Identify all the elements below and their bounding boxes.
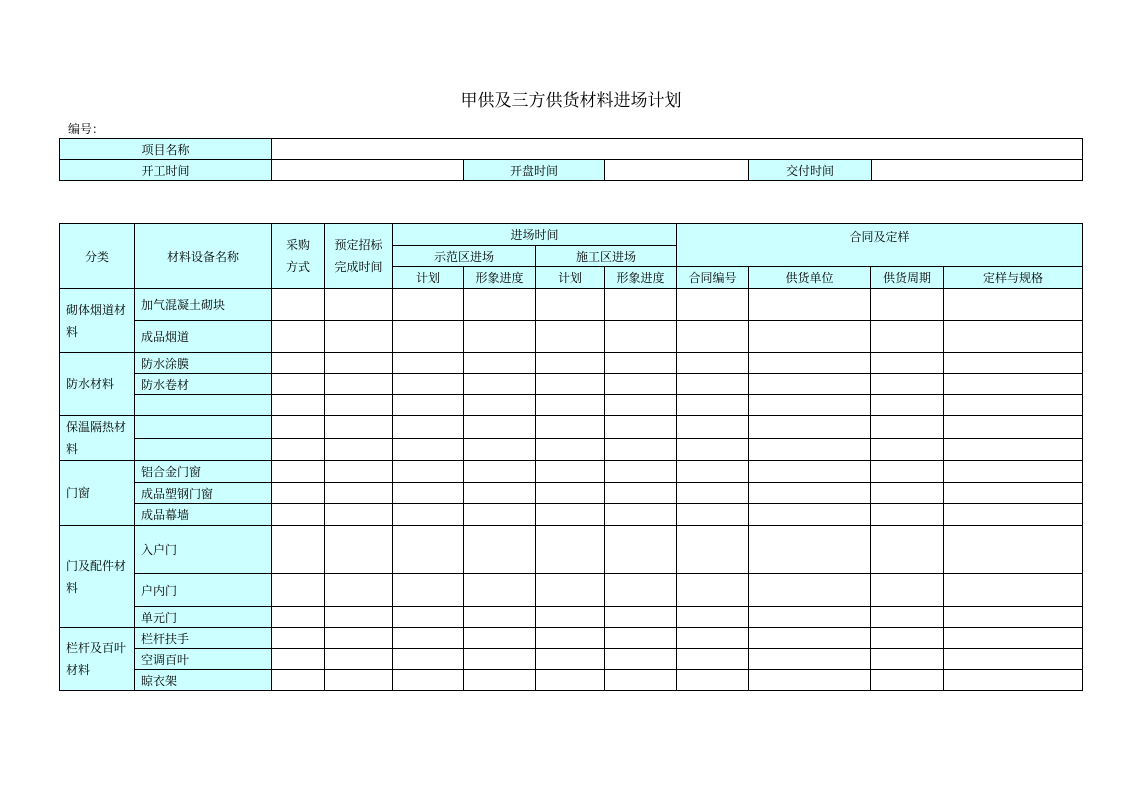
table-row	[60, 607, 1083, 628]
empty-cell[interactable]	[871, 289, 944, 321]
category-cell: 保温隔热材料	[60, 416, 135, 461]
empty-cell[interactable]	[536, 374, 605, 395]
empty-cell[interactable]	[464, 628, 536, 649]
header-category: 分类	[60, 224, 135, 289]
empty-cell[interactable]	[749, 649, 871, 670]
header-bid-completion-time: 预定招标完成时间	[325, 224, 393, 289]
material-cell: 防水涂膜	[135, 353, 272, 374]
delivery-time-label: 交付时间	[749, 160, 872, 181]
header-procurement-method: 采购方式	[272, 224, 325, 289]
empty-cell[interactable]	[536, 395, 605, 416]
empty-cell[interactable]	[325, 607, 393, 628]
empty-cell[interactable]	[944, 607, 1083, 628]
empty-cell[interactable]	[393, 670, 464, 691]
empty-cell[interactable]	[536, 649, 605, 670]
empty-cell[interactable]	[944, 574, 1083, 607]
empty-cell[interactable]	[464, 353, 536, 374]
material-cell	[135, 439, 272, 461]
empty-cell[interactable]	[272, 395, 325, 416]
empty-cell[interactable]	[871, 395, 944, 416]
empty-cell[interactable]	[749, 439, 871, 461]
project-name-label: 项目名称	[60, 139, 272, 160]
empty-cell[interactable]	[536, 416, 605, 439]
material-cell: 防水卷材	[135, 374, 272, 395]
empty-cell[interactable]	[605, 395, 677, 416]
header-construction-plan: 计划	[536, 267, 605, 289]
empty-cell[interactable]	[393, 321, 464, 353]
empty-cell[interactable]	[325, 461, 393, 483]
empty-cell[interactable]	[749, 607, 871, 628]
empty-cell[interactable]	[325, 321, 393, 353]
material-cell: 成品塑钢门窗	[135, 483, 272, 504]
empty-cell[interactable]	[605, 353, 677, 374]
empty-cell[interactable]	[871, 670, 944, 691]
empty-cell[interactable]	[464, 504, 536, 526]
empty-cell[interactable]	[325, 374, 393, 395]
empty-cell[interactable]	[464, 526, 536, 574]
empty-cell[interactable]	[871, 649, 944, 670]
material-entry-plan-table	[59, 223, 1083, 691]
empty-cell[interactable]	[393, 353, 464, 374]
empty-cell[interactable]	[944, 628, 1083, 649]
empty-cell[interactable]	[393, 628, 464, 649]
table-row	[60, 483, 1083, 504]
empty-cell[interactable]	[393, 574, 464, 607]
empty-cell[interactable]	[944, 374, 1083, 395]
empty-cell[interactable]	[677, 395, 749, 416]
category-cell: 栏杆及百叶材料	[60, 628, 135, 691]
table-row	[60, 504, 1083, 526]
material-cell: 成品烟道	[135, 321, 272, 353]
table-row	[60, 353, 1083, 374]
table-row	[60, 628, 1083, 649]
material-cell: 空调百叶	[135, 649, 272, 670]
empty-cell[interactable]	[871, 607, 944, 628]
material-cell: 铝合金门窗	[135, 461, 272, 483]
material-cell: 入户门	[135, 526, 272, 574]
empty-cell[interactable]	[536, 607, 605, 628]
empty-cell[interactable]	[536, 504, 605, 526]
empty-cell[interactable]	[393, 461, 464, 483]
empty-cell[interactable]	[325, 649, 393, 670]
header-entry-time: 进场时间	[393, 224, 677, 246]
empty-cell[interactable]	[536, 670, 605, 691]
empty-cell[interactable]	[464, 670, 536, 691]
empty-cell[interactable]	[677, 461, 749, 483]
empty-cell[interactable]	[749, 574, 871, 607]
material-cell: 户内门	[135, 574, 272, 607]
empty-cell[interactable]	[464, 374, 536, 395]
empty-cell[interactable]	[325, 504, 393, 526]
table-row	[60, 649, 1083, 670]
header-demo-plan: 计划	[393, 267, 464, 289]
header-spec: 定样与规格	[944, 267, 1083, 289]
empty-cell[interactable]	[272, 374, 325, 395]
delivery-time-value[interactable]	[872, 160, 1083, 181]
table-row	[60, 321, 1083, 353]
empty-cell[interactable]	[393, 439, 464, 461]
empty-cell[interactable]	[536, 321, 605, 353]
category-cell: 门窗	[60, 461, 135, 526]
empty-cell[interactable]	[677, 289, 749, 321]
empty-cell[interactable]	[393, 289, 464, 321]
table-row	[60, 670, 1083, 691]
document-code-label: 编号：	[68, 122, 105, 136]
header-material-name: 材料设备名称	[135, 224, 272, 289]
empty-cell[interactable]	[871, 353, 944, 374]
empty-cell[interactable]	[393, 504, 464, 526]
empty-cell[interactable]	[272, 461, 325, 483]
empty-cell[interactable]	[677, 649, 749, 670]
empty-cell[interactable]	[677, 504, 749, 526]
empty-cell[interactable]	[536, 439, 605, 461]
empty-cell[interactable]	[944, 670, 1083, 691]
empty-cell[interactable]	[677, 607, 749, 628]
table-row	[60, 416, 1083, 439]
empty-cell[interactable]	[677, 574, 749, 607]
empty-cell[interactable]	[944, 461, 1083, 483]
header-construction-progress: 形象进度	[605, 267, 677, 289]
empty-cell[interactable]	[871, 574, 944, 607]
empty-cell[interactable]	[393, 649, 464, 670]
header-supply-period: 供货周期	[871, 267, 944, 289]
category-cell: 砌体烟道材料	[60, 289, 135, 353]
start-time-value[interactable]	[272, 160, 464, 181]
empty-cell[interactable]	[272, 353, 325, 374]
empty-cell[interactable]	[677, 483, 749, 504]
empty-cell[interactable]	[536, 574, 605, 607]
header-demo-progress: 形象进度	[464, 267, 536, 289]
empty-cell[interactable]	[871, 504, 944, 526]
empty-cell[interactable]	[325, 353, 393, 374]
empty-cell[interactable]	[749, 628, 871, 649]
empty-cell[interactable]	[393, 395, 464, 416]
table-row	[60, 526, 1083, 574]
empty-cell[interactable]	[272, 628, 325, 649]
empty-cell[interactable]	[749, 416, 871, 439]
empty-cell[interactable]	[536, 353, 605, 374]
empty-cell[interactable]	[944, 353, 1083, 374]
empty-cell[interactable]	[464, 395, 536, 416]
material-cell	[135, 416, 272, 439]
opening-time-value[interactable]	[605, 160, 749, 181]
empty-cell[interactable]	[325, 574, 393, 607]
empty-cell[interactable]	[749, 670, 871, 691]
empty-cell[interactable]	[272, 526, 325, 574]
empty-cell[interactable]	[749, 526, 871, 574]
empty-cell[interactable]	[749, 395, 871, 416]
empty-cell[interactable]	[605, 321, 677, 353]
material-cell: 单元门	[135, 607, 272, 628]
empty-cell[interactable]	[272, 483, 325, 504]
empty-cell[interactable]	[605, 574, 677, 607]
empty-cell[interactable]	[871, 416, 944, 439]
empty-cell[interactable]	[605, 439, 677, 461]
header-construction-area: 施工区进场	[536, 246, 677, 267]
empty-cell[interactable]	[393, 483, 464, 504]
table-row	[60, 574, 1083, 607]
empty-cell[interactable]	[536, 461, 605, 483]
empty-cell[interactable]	[272, 289, 325, 321]
empty-cell[interactable]	[393, 374, 464, 395]
empty-cell[interactable]	[944, 395, 1083, 416]
empty-cell[interactable]	[749, 321, 871, 353]
empty-cell[interactable]	[605, 483, 677, 504]
empty-cell[interactable]	[536, 289, 605, 321]
header-contract-group: 合同及定样	[677, 224, 1083, 267]
empty-cell[interactable]	[605, 504, 677, 526]
empty-cell[interactable]	[325, 289, 393, 321]
header-supplier: 供货单位	[749, 267, 871, 289]
empty-cell[interactable]	[464, 321, 536, 353]
empty-cell[interactable]	[605, 628, 677, 649]
material-cell: 成品幕墙	[135, 504, 272, 526]
table-row	[60, 289, 1083, 321]
empty-cell[interactable]	[325, 439, 393, 461]
empty-cell[interactable]	[677, 628, 749, 649]
empty-cell[interactable]	[605, 374, 677, 395]
start-time-label: 开工时间	[60, 160, 272, 181]
empty-cell[interactable]	[871, 439, 944, 461]
empty-cell[interactable]	[944, 504, 1083, 526]
empty-cell[interactable]	[944, 439, 1083, 461]
empty-cell[interactable]	[605, 526, 677, 574]
empty-cell[interactable]	[272, 321, 325, 353]
empty-cell[interactable]	[325, 670, 393, 691]
table-row	[60, 439, 1083, 461]
empty-cell[interactable]	[393, 607, 464, 628]
empty-cell[interactable]	[536, 526, 605, 574]
empty-cell[interactable]	[272, 504, 325, 526]
empty-cell[interactable]	[393, 416, 464, 439]
empty-cell[interactable]	[677, 416, 749, 439]
empty-cell[interactable]	[605, 607, 677, 628]
empty-cell[interactable]	[536, 483, 605, 504]
empty-cell[interactable]	[272, 416, 325, 439]
empty-cell[interactable]	[749, 504, 871, 526]
empty-cell[interactable]	[944, 321, 1083, 353]
empty-cell[interactable]	[325, 628, 393, 649]
header-contract-no: 合同编号	[677, 267, 749, 289]
empty-cell[interactable]	[749, 289, 871, 321]
empty-cell[interactable]	[464, 649, 536, 670]
empty-cell[interactable]	[464, 607, 536, 628]
empty-cell[interactable]	[605, 289, 677, 321]
empty-cell[interactable]	[325, 395, 393, 416]
empty-cell[interactable]	[749, 353, 871, 374]
empty-cell[interactable]	[464, 416, 536, 439]
empty-cell[interactable]	[325, 483, 393, 504]
empty-cell[interactable]	[944, 289, 1083, 321]
empty-cell[interactable]	[272, 439, 325, 461]
empty-cell[interactable]	[536, 628, 605, 649]
empty-cell[interactable]	[272, 574, 325, 607]
empty-cell[interactable]	[605, 461, 677, 483]
empty-cell[interactable]	[272, 649, 325, 670]
empty-cell[interactable]	[871, 461, 944, 483]
empty-cell[interactable]	[677, 353, 749, 374]
empty-cell[interactable]	[871, 321, 944, 353]
empty-cell[interactable]	[677, 439, 749, 461]
empty-cell[interactable]	[464, 439, 536, 461]
empty-cell[interactable]	[677, 321, 749, 353]
empty-cell[interactable]	[944, 526, 1083, 574]
opening-time-label: 开盘时间	[464, 160, 605, 181]
empty-cell[interactable]	[464, 483, 536, 504]
empty-cell[interactable]	[871, 526, 944, 574]
table-row	[60, 461, 1083, 483]
empty-cell[interactable]	[944, 416, 1083, 439]
empty-cell[interactable]	[605, 416, 677, 439]
empty-cell[interactable]	[677, 526, 749, 574]
empty-cell[interactable]	[749, 374, 871, 395]
table-row	[60, 374, 1083, 395]
empty-cell[interactable]	[325, 526, 393, 574]
empty-cell[interactable]	[944, 649, 1083, 670]
empty-cell[interactable]	[393, 526, 464, 574]
empty-cell[interactable]	[464, 461, 536, 483]
material-cell: 晾衣架	[135, 670, 272, 691]
empty-cell[interactable]	[944, 483, 1083, 504]
project-info-table	[59, 138, 1083, 181]
empty-cell[interactable]	[749, 461, 871, 483]
empty-cell[interactable]	[871, 374, 944, 395]
empty-cell[interactable]	[677, 670, 749, 691]
empty-cell[interactable]	[464, 289, 536, 321]
empty-cell[interactable]	[605, 670, 677, 691]
material-cell	[135, 395, 272, 416]
header-demo-area: 示范区进场	[393, 246, 536, 267]
empty-cell[interactable]	[871, 628, 944, 649]
material-cell: 加气混凝土砌块	[135, 289, 272, 321]
material-cell: 栏杆扶手	[135, 628, 272, 649]
empty-cell[interactable]	[605, 649, 677, 670]
table-row	[60, 395, 1083, 416]
page-title: 甲供及三方供货材料进场计划	[460, 91, 682, 111]
empty-cell[interactable]	[464, 574, 536, 607]
empty-cell[interactable]	[871, 483, 944, 504]
empty-cell[interactable]	[272, 607, 325, 628]
empty-cell[interactable]	[677, 374, 749, 395]
project-name-value[interactable]	[272, 139, 1083, 160]
empty-cell[interactable]	[272, 670, 325, 691]
empty-cell[interactable]	[749, 483, 871, 504]
category-cell: 门及配件材料	[60, 526, 135, 628]
category-cell: 防水材料	[60, 353, 135, 416]
empty-cell[interactable]	[325, 416, 393, 439]
